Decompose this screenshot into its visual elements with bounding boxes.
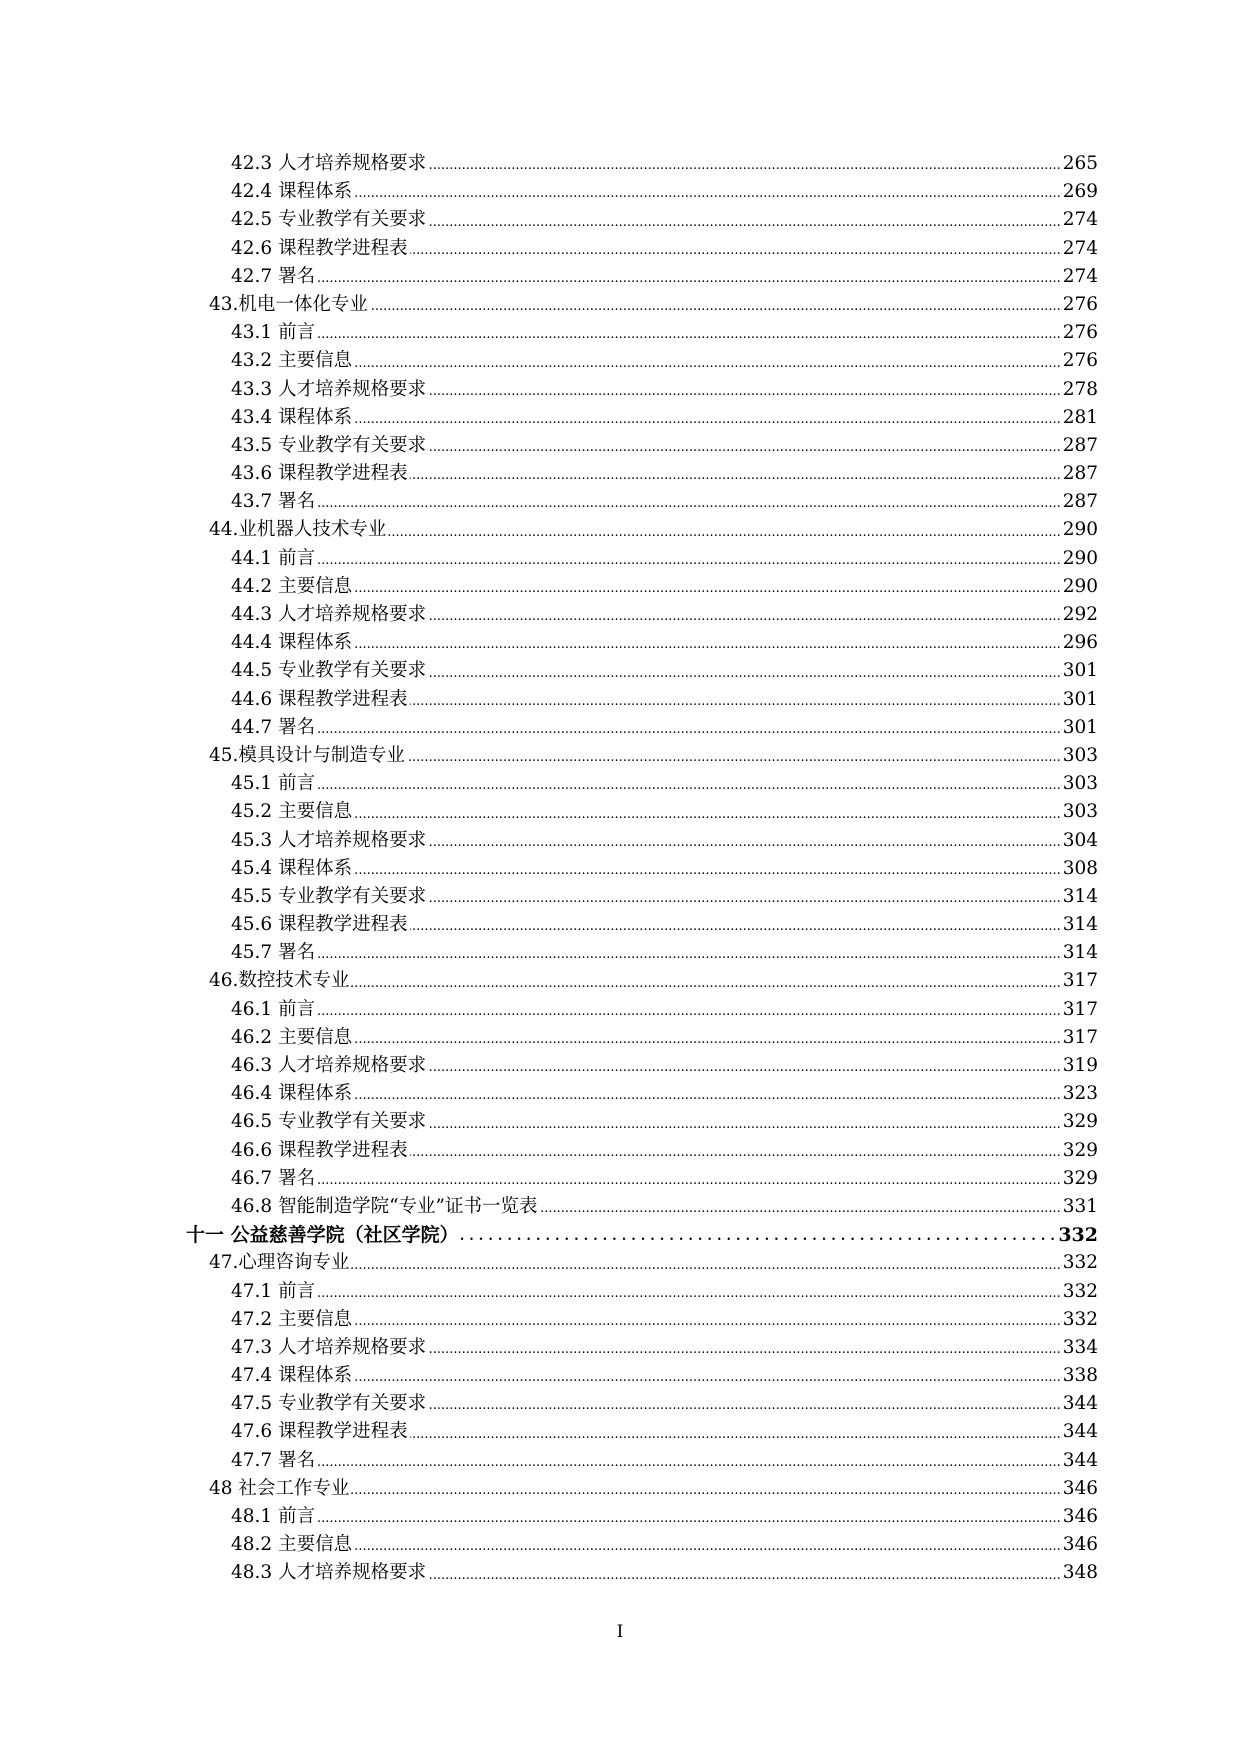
toc-entry-page: 303	[1061, 742, 1098, 770]
toc-subsection-entry	[0, 1137, 1240, 1165]
toc-subsection-entry	[0, 1362, 1240, 1390]
toc-entry-title: 47.心理咨询专业	[209, 1249, 351, 1277]
toc-subsection-entry	[0, 1108, 1240, 1136]
toc-dot-leader	[231, 1024, 1098, 1052]
toc-entry-title: 46.6 课程教学进程表	[231, 1137, 410, 1165]
toc-subsection-entry	[0, 629, 1240, 657]
toc-entry-page: 292	[1061, 601, 1098, 629]
toc-subsection-entry	[0, 1052, 1240, 1080]
toc-entry-page: 296	[1061, 629, 1098, 657]
toc-entry-title: 42.6 课程教学进程表	[231, 235, 410, 263]
toc-entry-title: 43.4 课程体系	[231, 404, 354, 432]
toc-dot-leader	[231, 1531, 1098, 1559]
toc-entry-title: 47.5 专业教学有关要求	[231, 1390, 428, 1418]
toc-entry-title: 45.5 专业教学有关要求	[231, 883, 428, 911]
toc-entry-page: 348	[1061, 1559, 1098, 1587]
toc-entry-title: 42.7 署名	[231, 263, 317, 291]
toc-entry-title: 48.3 人才培养规格要求	[231, 1559, 428, 1587]
toc-section-entry	[0, 291, 1240, 319]
toc-section-entry	[0, 1475, 1240, 1503]
toc-subsection-entry	[0, 573, 1240, 601]
toc-entry-page: 332	[1061, 1278, 1098, 1306]
toc-dot-leader	[231, 939, 1098, 967]
toc-entry-page: 287	[1061, 432, 1098, 460]
toc-subsection-entry	[0, 235, 1240, 263]
toc-entry-title: 44.5 专业教学有关要求	[231, 657, 428, 685]
toc-subsection-entry	[0, 601, 1240, 629]
toc-entry-page: 344	[1061, 1418, 1098, 1446]
toc-entry-title: 44.6 课程教学进程表	[231, 686, 410, 714]
toc-subsection-entry	[0, 657, 1240, 685]
toc-subsection-entry	[0, 178, 1240, 206]
toc-subsection-entry	[0, 404, 1240, 432]
toc-subsection-entry	[0, 206, 1240, 234]
toc-entry-page: 338	[1061, 1362, 1098, 1390]
toc-entry-page: 265	[1061, 150, 1098, 178]
toc-subsection-entry	[0, 686, 1240, 714]
toc-dot-leader	[231, 263, 1098, 291]
toc-entry-page: 314	[1061, 939, 1098, 967]
toc-entry-page: 301	[1061, 686, 1098, 714]
toc-dot-leader	[231, 1306, 1098, 1334]
toc-entry-page: 287	[1061, 488, 1098, 516]
toc-entry-page: 303	[1061, 770, 1098, 798]
toc-entry-page: 314	[1061, 883, 1098, 911]
toc-subsection-entry	[0, 1278, 1240, 1306]
toc-entry-title: 46.8 智能制造学院“专业”证书一览表	[231, 1193, 540, 1221]
toc-entry-title: 45.模具设计与制造专业	[209, 742, 407, 770]
toc-subsection-entry	[0, 1306, 1240, 1334]
toc-entry-page: 317	[1061, 1024, 1098, 1052]
toc-entry-page: 290	[1061, 545, 1098, 573]
toc-dot-leader	[231, 1080, 1098, 1108]
toc-subsection-entry	[0, 714, 1240, 742]
toc-entry-page: 314	[1061, 911, 1098, 939]
toc-entry-page: 323	[1061, 1080, 1098, 1108]
page-number-footer: I	[616, 1622, 624, 1642]
toc-entry-title: 43.7 署名	[231, 488, 317, 516]
toc-entry-page: 346	[1061, 1503, 1098, 1531]
toc-entry-title: 46.7 署名	[231, 1165, 317, 1193]
toc-dot-leader	[231, 545, 1098, 573]
toc-entry-page: 290	[1061, 573, 1098, 601]
toc-entry-page: 334	[1061, 1334, 1098, 1362]
toc-entry-title: 44.4 课程体系	[231, 629, 354, 657]
toc-subsection-entry	[0, 827, 1240, 855]
toc-entry-page: 269	[1061, 178, 1098, 206]
toc-subsection-entry	[0, 545, 1240, 573]
toc-entry-page: 317	[1061, 967, 1098, 995]
toc-dot-leader	[231, 488, 1098, 516]
toc-entry-title: 46.2 主要信息	[231, 1024, 354, 1052]
toc-entry-title: 48 社会工作专业	[209, 1475, 351, 1503]
toc-subsection-entry	[0, 376, 1240, 404]
toc-subsection-entry	[0, 1390, 1240, 1418]
toc-subsection-entry	[0, 996, 1240, 1024]
toc-entry-title: 47.1 前言	[231, 1278, 317, 1306]
toc-entry-title: 47.6 课程教学进程表	[231, 1418, 410, 1446]
toc-entry-title: 45.3 人才培养规格要求	[231, 827, 428, 855]
toc-dot-leader	[231, 319, 1098, 347]
toc-dot-leader	[231, 178, 1098, 206]
toc-entry-page: 317	[1061, 996, 1098, 1024]
toc-entry-title: 十一 公益慈善学院（社区学院）	[186, 1221, 461, 1249]
toc-dot-leader	[231, 629, 1098, 657]
toc-dot-leader	[231, 770, 1098, 798]
toc-section-entry	[0, 1249, 1240, 1277]
toc-chapter-entry	[0, 1221, 1240, 1249]
toc-dot-leader	[231, 1278, 1098, 1306]
toc-subsection-entry	[0, 1165, 1240, 1193]
toc-subsection-entry	[0, 798, 1240, 826]
toc-entry-page: 281	[1061, 404, 1098, 432]
toc-entry-page: 344	[1061, 1447, 1098, 1475]
toc-entry-title: 44.7 署名	[231, 714, 317, 742]
toc-entry-title: 47.7 署名	[231, 1447, 317, 1475]
toc-dot-leader	[231, 714, 1098, 742]
toc-entry-page: 346	[1061, 1531, 1098, 1559]
toc-entry-title: 43.3 人才培养规格要求	[231, 376, 428, 404]
toc-entry-page: 332	[1061, 1306, 1098, 1334]
toc-entry-page: 278	[1061, 376, 1098, 404]
toc-dot-leader	[231, 573, 1098, 601]
toc-entry-title: 44.3 人才培养规格要求	[231, 601, 428, 629]
toc-entry-title: 42.3 人才培养规格要求	[231, 150, 428, 178]
toc-entry-title: 44.2 主要信息	[231, 573, 354, 601]
toc-dot-leader	[231, 347, 1098, 375]
toc-entry-title: 46.1 前言	[231, 996, 317, 1024]
toc-subsection-entry	[0, 263, 1240, 291]
toc-entry-page: 332	[1056, 1221, 1098, 1249]
toc-entry-page: 344	[1061, 1390, 1098, 1418]
toc-entry-page: 346	[1061, 1475, 1098, 1503]
toc-entry-title: 43.6 课程教学进程表	[231, 460, 410, 488]
toc-subsection-entry	[0, 432, 1240, 460]
table-of-contents	[0, 150, 1240, 1588]
toc-subsection-entry	[0, 1559, 1240, 1587]
toc-dot-leader	[231, 1165, 1098, 1193]
toc-entry-title: 45.6 课程教学进程表	[231, 911, 410, 939]
toc-entry-title: 42.4 课程体系	[231, 178, 354, 206]
toc-section-entry	[0, 967, 1240, 995]
toc-subsection-entry	[0, 883, 1240, 911]
toc-subsection-entry	[0, 1193, 1240, 1221]
toc-entry-page: 329	[1061, 1108, 1098, 1136]
toc-dot-leader	[231, 1447, 1098, 1475]
toc-subsection-entry	[0, 1080, 1240, 1108]
toc-entry-page: 274	[1061, 206, 1098, 234]
toc-subsection-entry	[0, 855, 1240, 883]
toc-dot-leader	[231, 1362, 1098, 1390]
toc-dot-leader	[231, 996, 1098, 1024]
toc-entry-title: 46.4 课程体系	[231, 1080, 354, 1108]
toc-subsection-entry	[0, 460, 1240, 488]
toc-section-entry	[0, 516, 1240, 544]
toc-entry-page: 287	[1061, 460, 1098, 488]
toc-subsection-entry	[0, 150, 1240, 178]
toc-subsection-entry	[0, 1531, 1240, 1559]
toc-section-entry	[0, 742, 1240, 770]
toc-entry-page: 276	[1061, 347, 1098, 375]
toc-subsection-entry	[0, 347, 1240, 375]
toc-entry-page: 274	[1061, 263, 1098, 291]
toc-dot-leader	[231, 798, 1098, 826]
toc-entry-title: 43.机电一体化专业	[209, 291, 370, 319]
toc-subsection-entry	[0, 911, 1240, 939]
toc-dot-leader	[231, 1503, 1098, 1531]
toc-entry-title: 43.2 主要信息	[231, 347, 354, 375]
toc-entry-page: 329	[1061, 1137, 1098, 1165]
toc-entry-page: 301	[1061, 657, 1098, 685]
toc-entry-page: 276	[1061, 319, 1098, 347]
toc-subsection-entry	[0, 488, 1240, 516]
toc-subsection-entry	[0, 1503, 1240, 1531]
toc-entry-title: 46.3 人才培养规格要求	[231, 1052, 428, 1080]
toc-subsection-entry	[0, 770, 1240, 798]
toc-dot-leader	[231, 404, 1098, 432]
toc-subsection-entry	[0, 1447, 1240, 1475]
toc-entry-title: 43.5 专业教学有关要求	[231, 432, 428, 460]
toc-entry-page: 308	[1061, 855, 1098, 883]
toc-subsection-entry	[0, 1418, 1240, 1446]
toc-entry-title: 48.1 前言	[231, 1503, 317, 1531]
toc-entry-title: 48.2 主要信息	[231, 1531, 354, 1559]
toc-entry-title: 44.业机器人技术专业	[209, 516, 388, 544]
toc-entry-page: 301	[1061, 714, 1098, 742]
toc-entry-page: 304	[1061, 827, 1098, 855]
toc-entry-title: 47.2 主要信息	[231, 1306, 354, 1334]
toc-entry-page: 290	[1061, 516, 1098, 544]
toc-entry-title: 47.4 课程体系	[231, 1362, 354, 1390]
toc-entry-title: 42.5 专业教学有关要求	[231, 206, 428, 234]
toc-entry-page: 332	[1061, 1249, 1098, 1277]
toc-entry-page: 274	[1061, 235, 1098, 263]
toc-entry-title: 47.3 人才培养规格要求	[231, 1334, 428, 1362]
toc-subsection-entry	[0, 319, 1240, 347]
toc-entry-page: 319	[1061, 1052, 1098, 1080]
toc-entry-page: 303	[1061, 798, 1098, 826]
toc-entry-page: 331	[1061, 1193, 1098, 1221]
toc-entry-title: 45.7 署名	[231, 939, 317, 967]
toc-subsection-entry	[0, 939, 1240, 967]
toc-entry-title: 45.4 课程体系	[231, 855, 354, 883]
toc-entry-title: 44.1 前言	[231, 545, 317, 573]
toc-entry-page: 276	[1061, 291, 1098, 319]
toc-subsection-entry	[0, 1334, 1240, 1362]
toc-dot-leader	[231, 855, 1098, 883]
toc-entry-title: 45.2 主要信息	[231, 798, 354, 826]
toc-entry-title: 46.5 专业教学有关要求	[231, 1108, 428, 1136]
toc-entry-title: 46.数控技术专业	[209, 967, 351, 995]
toc-entry-title: 43.1 前言	[231, 319, 317, 347]
toc-entry-title: 45.1 前言	[231, 770, 317, 798]
toc-entry-page: 329	[1061, 1165, 1098, 1193]
toc-subsection-entry	[0, 1024, 1240, 1052]
